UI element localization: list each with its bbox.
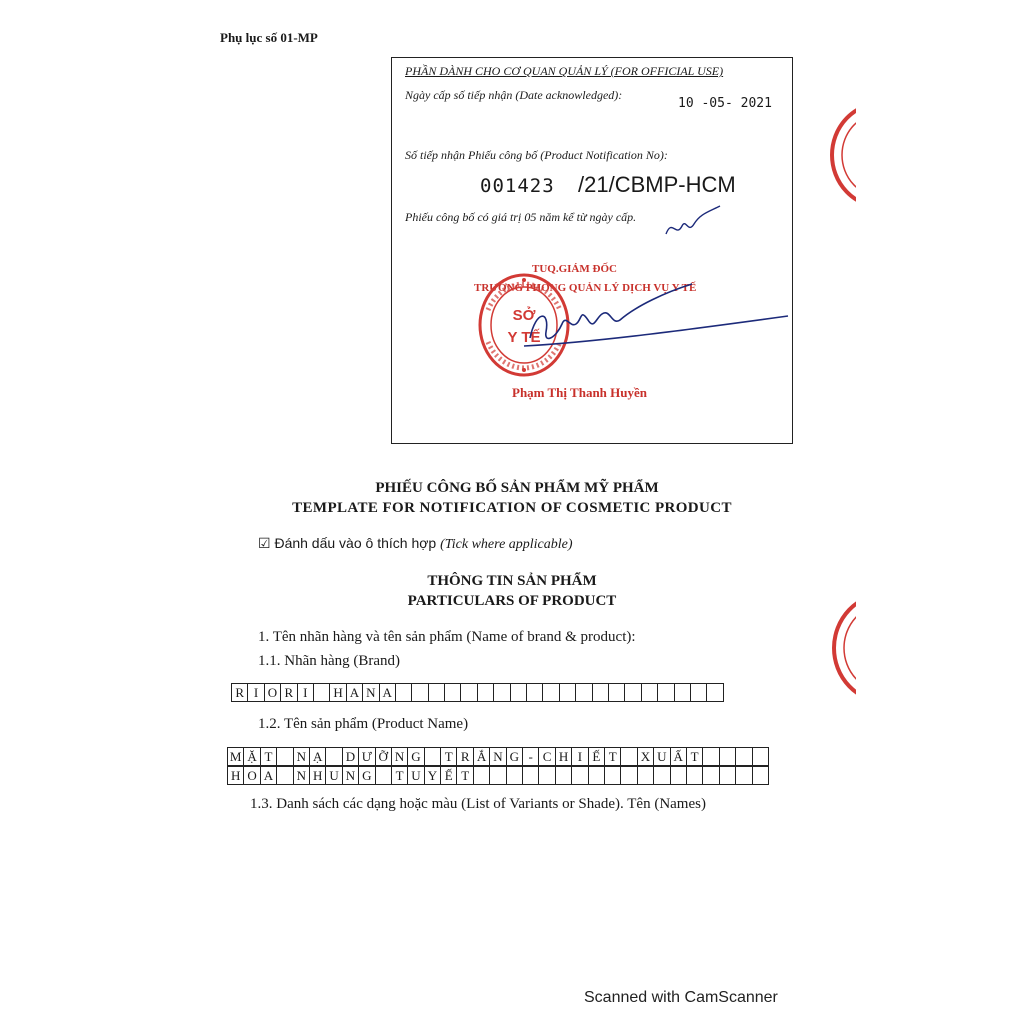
- letter-box: [620, 747, 637, 766]
- letter-box: X: [637, 747, 654, 766]
- tick-instruction-en: (Tick where applicable): [440, 537, 573, 552]
- letter-box: H: [329, 683, 346, 702]
- letter-box: [592, 683, 609, 702]
- letter-box: O: [243, 766, 260, 785]
- question-1-2: 1.2. Tên sản phẩm (Product Name): [258, 716, 469, 732]
- letter-box: G: [358, 766, 375, 785]
- letter-box: [657, 683, 674, 702]
- letter-box: -: [522, 747, 539, 766]
- letter-box: C: [538, 747, 555, 766]
- letter-box: [670, 766, 687, 785]
- letter-box: [411, 683, 428, 702]
- notification-number: 001423: [480, 175, 555, 197]
- letter-box: Ắ: [473, 747, 490, 766]
- letter-box: [719, 747, 736, 766]
- partial-seal-icon: [826, 592, 856, 704]
- letter-box: [559, 683, 576, 702]
- tick-instruction: [258, 535, 573, 553]
- letter-box: N: [293, 747, 310, 766]
- letter-box: [653, 766, 670, 785]
- notification-no-label: Số tiếp nhận Phiếu công bố (Product Notification No):: [405, 148, 668, 162]
- letter-box: [706, 683, 723, 702]
- letter-box: N: [342, 766, 359, 785]
- letter-box: [493, 683, 510, 702]
- letter-box: [276, 747, 293, 766]
- letter-box: [506, 766, 523, 785]
- letter-box: [690, 683, 707, 702]
- letter-box: I: [571, 747, 588, 766]
- product-name-boxes-line1: [228, 747, 769, 766]
- form-title-vn: PHIẾU CÔNG BỐ SẢN PHẨM MỸ PHẨM: [375, 480, 659, 496]
- letter-box: [637, 766, 654, 785]
- question-1-1: 1.1. Nhãn hàng (Brand): [258, 653, 401, 669]
- letter-box: T: [686, 747, 703, 766]
- letter-box: [526, 683, 543, 702]
- letter-box: D: [342, 747, 359, 766]
- signer-organization: TRƯỞNG PHÒNG QUẢN LÝ DỊCH VỤ Y TẾ: [474, 282, 697, 294]
- letter-box: [276, 766, 293, 785]
- letter-box: [641, 683, 658, 702]
- letter-box: T: [604, 747, 621, 766]
- letter-box: G: [407, 747, 424, 766]
- section-title-vn: THÔNG TIN SẢN PHẨM: [427, 573, 597, 589]
- letter-box: U: [407, 766, 424, 785]
- letter-box: [620, 766, 637, 785]
- letter-box: N: [391, 747, 408, 766]
- letter-box: [473, 766, 490, 785]
- letter-box: U: [653, 747, 670, 766]
- notification-suffix: /21/CBMP-HCM: [578, 172, 736, 197]
- letter-box: Ấ: [670, 747, 687, 766]
- letter-box: [588, 766, 605, 785]
- letter-box: [686, 766, 703, 785]
- letter-box: [702, 747, 719, 766]
- letter-box: H: [227, 766, 244, 785]
- letter-box: [752, 747, 769, 766]
- letter-box: U: [325, 766, 342, 785]
- signer-title: TUQ.GIÁM ĐỐC: [532, 263, 617, 275]
- letter-box: N: [489, 747, 506, 766]
- letter-box: [571, 766, 588, 785]
- letter-box: T: [440, 747, 457, 766]
- letter-box: [510, 683, 527, 702]
- question-1: 1. Tên nhãn hàng và tên sản phẩm (Name of brand & product):: [258, 629, 636, 645]
- section-title-en: PARTICULARS OF PRODUCT: [407, 593, 617, 609]
- letter-box: R: [456, 747, 473, 766]
- letter-box: [674, 683, 691, 702]
- letter-box: T: [391, 766, 408, 785]
- letter-box: I: [247, 683, 264, 702]
- signature-icon: [516, 280, 794, 370]
- letter-box: R: [280, 683, 297, 702]
- letter-box: [542, 683, 559, 702]
- letter-box: N: [293, 766, 310, 785]
- letter-box: A: [260, 766, 277, 785]
- letter-box: Ế: [440, 766, 457, 785]
- partial-seal-icon: [822, 100, 856, 210]
- initial-signature-icon: [664, 204, 724, 244]
- letter-box: [489, 766, 506, 785]
- letter-box: Ư: [358, 747, 375, 766]
- letter-box: Y: [424, 766, 441, 785]
- checkbox-checked-icon: ☑: [258, 535, 271, 551]
- letter-box: [555, 766, 572, 785]
- letter-box: N: [362, 683, 379, 702]
- official-use-header: PHẦN DÀNH CHO CƠ QUAN QUẢN LÝ (FOR OFFICIAL USE): [405, 64, 724, 78]
- svg-text:SỞ: SỞ: [512, 307, 536, 324]
- form-title-en: TEMPLATE FOR NOTIFICATION OF COSMETIC PRODUCT: [292, 500, 732, 516]
- letter-box: I: [297, 683, 314, 702]
- letter-box: [428, 683, 445, 702]
- letter-box: G: [506, 747, 523, 766]
- letter-box: [460, 683, 477, 702]
- letter-box: M: [227, 747, 244, 766]
- brand-boxes: [232, 683, 724, 702]
- letter-box: [752, 766, 769, 785]
- letter-box: A: [379, 683, 396, 702]
- validity-note: Phiếu công bố có giá trị 05 năm kể từ ngày cấp.: [405, 210, 637, 224]
- letter-box: A: [346, 683, 363, 702]
- signer-name: Phạm Thị Thanh Huyền: [512, 385, 647, 400]
- product-name-boxes-line2: [228, 766, 769, 785]
- letter-box: R: [231, 683, 248, 702]
- letter-box: T: [456, 766, 473, 785]
- letter-box: [624, 683, 641, 702]
- letter-box: [735, 747, 752, 766]
- letter-box: [538, 766, 555, 785]
- letter-box: Ạ: [309, 747, 326, 766]
- letter-box: [313, 683, 330, 702]
- letter-box: [575, 683, 592, 702]
- date-acknowledged-label: Ngày cấp số tiếp nhận (Date acknowledged):: [405, 88, 623, 102]
- letter-box: [522, 766, 539, 785]
- letter-box: [608, 683, 625, 702]
- letter-box: Ế: [588, 747, 605, 766]
- letter-box: [735, 766, 752, 785]
- tick-instruction-vn: Đánh dấu vào ô thích hợp: [274, 535, 437, 551]
- svg-text:Y TẾ: Y TẾ: [507, 329, 541, 346]
- letter-box: [477, 683, 494, 702]
- question-1-3: 1.3. Danh sách các dạng hoặc màu (List of Variants or Shade). Tên (Names): [250, 796, 706, 812]
- scanner-watermark: Scanned with CamScanner: [584, 989, 778, 1006]
- letter-box: Ỡ: [375, 747, 392, 766]
- letter-box: [604, 766, 621, 785]
- letter-box: O: [264, 683, 281, 702]
- letter-box: [719, 766, 736, 785]
- letter-box: [424, 747, 441, 766]
- letter-box: T: [260, 747, 277, 766]
- appendix-label: Phụ lục số 01-MP: [220, 30, 318, 45]
- letter-box: Ặ: [243, 747, 260, 766]
- letter-box: [395, 683, 412, 702]
- official-use-box: [391, 57, 793, 444]
- letter-box: [444, 683, 461, 702]
- date-acknowledged-value: 10 -05- 2021: [678, 96, 772, 111]
- letter-box: [702, 766, 719, 785]
- letter-box: H: [555, 747, 572, 766]
- letter-box: H: [309, 766, 326, 785]
- letter-box: [375, 766, 392, 785]
- letter-box: [325, 747, 342, 766]
